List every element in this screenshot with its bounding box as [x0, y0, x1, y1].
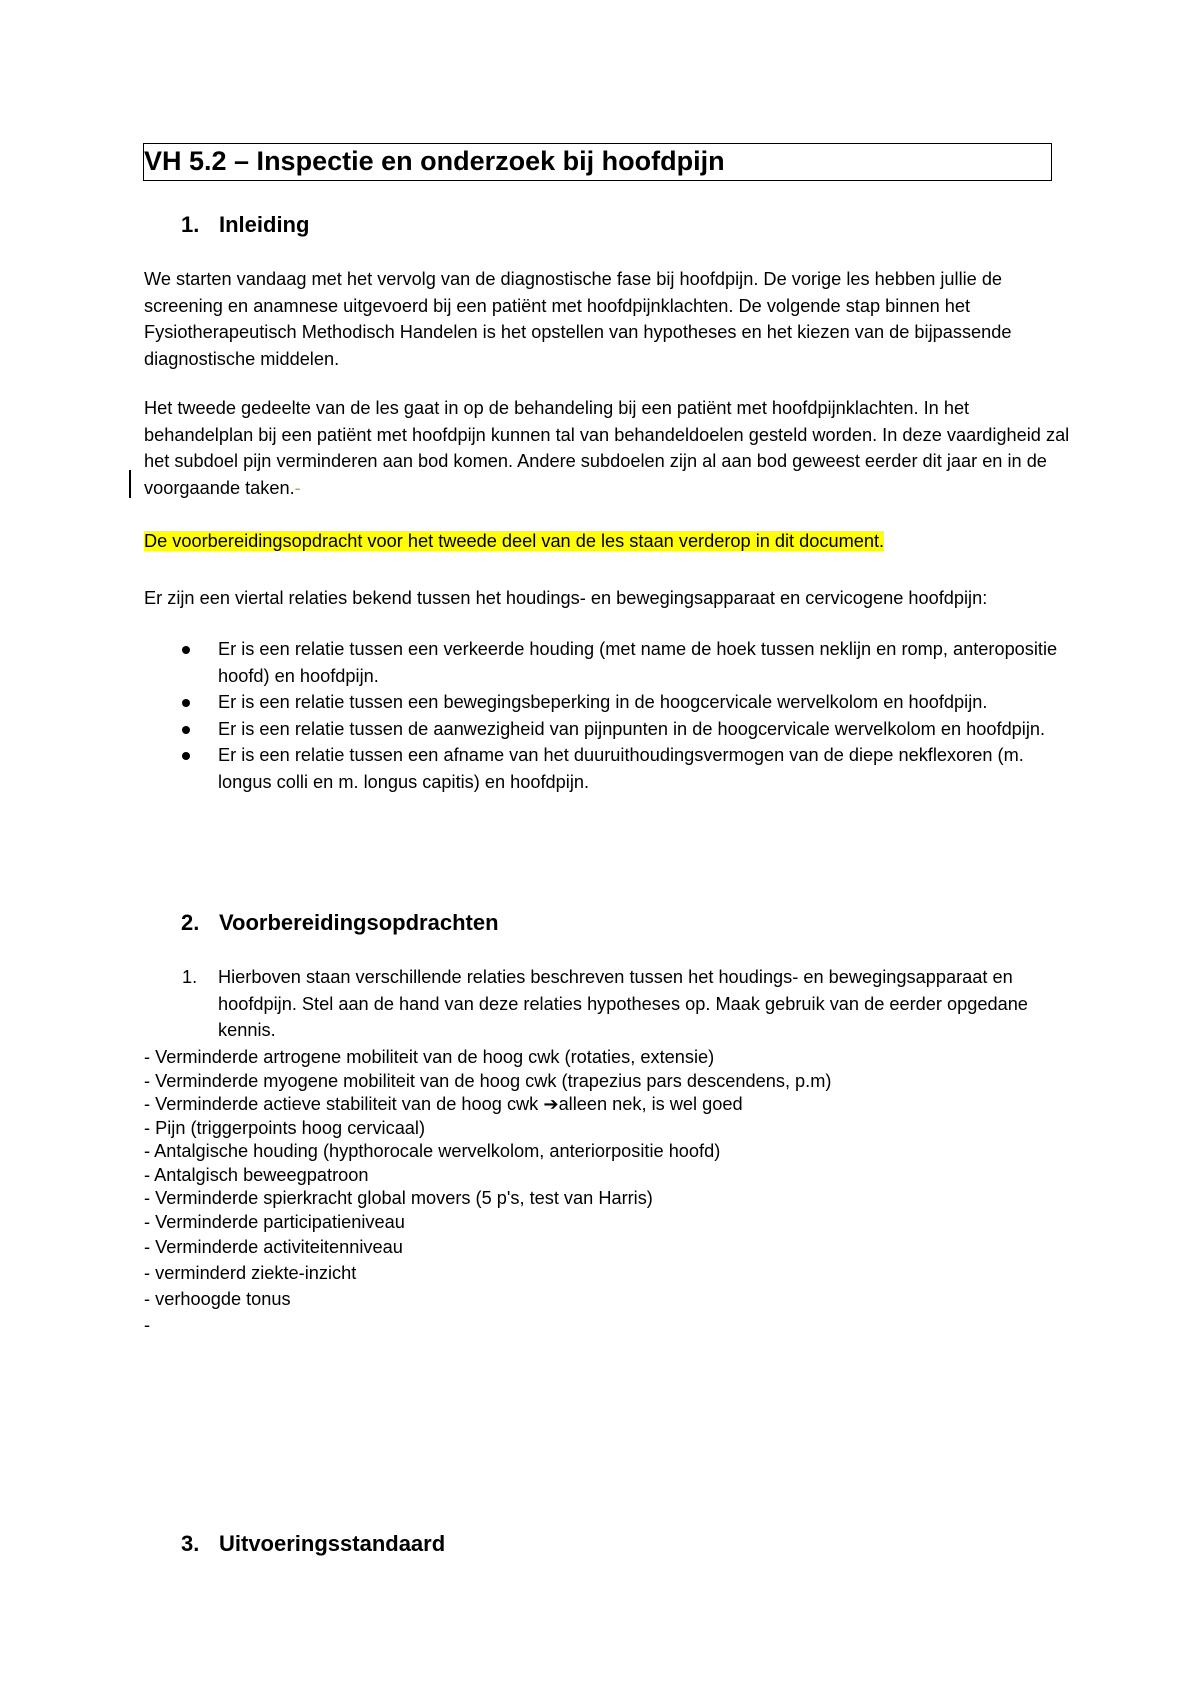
treatment-text: Het tweede gedeelte van de les gaat in op de behandeling bij een patiënt met hoofdpijnklachten. In het behandelplan bij een patiënt met hoofdpijn kunnen tal van behandeldoelen gesteld worden. In deze vaardigheid zal het subdoel pijn verminderen aan bod komen. Andere subdoelen zijn al aan bod geweest eerder dit jaar en in de voorgaande taken.: [144, 398, 1070, 498]
section-heading-voorbereiding: [181, 910, 499, 936]
assignment-list: [144, 964, 1074, 1044]
section-title: Uitvoeringsstandaard: [219, 1531, 446, 1556]
answers-list: [144, 1046, 831, 1338]
answer-line: - verhoogde tonus: [144, 1289, 291, 1309]
section-number: 1.: [181, 212, 200, 237]
list-item: [144, 636, 1074, 689]
answer-line: - verminderd ziekte-inzicht: [144, 1263, 357, 1283]
list-item: [144, 742, 1074, 795]
answer-line: -: [144, 1315, 151, 1335]
answer-line: - Pijn (triggerpoints hoog cervicaal): [144, 1117, 426, 1138]
section-number: 2.: [181, 910, 200, 935]
answer-line: - Verminderde spierkracht global movers (5 p's, test van Harris): [144, 1188, 653, 1208]
intro-paragraph: [144, 266, 1074, 372]
list-item-text: Er is een relatie tussen de aanwezigheid van pijnpunten in de hoogcervicale wervelkolom en hoofdpijn.: [218, 718, 1046, 739]
section-title: Voorbereidingsopdrachten: [219, 910, 499, 935]
list-item: [144, 964, 1074, 1044]
bullet-icon: [182, 726, 190, 734]
bullet-icon: [182, 752, 190, 760]
list-item-text: Er is een relatie tussen een bewegingsbeperking in de hoogcervicale wervelkolom en hoofdpijn.: [218, 692, 988, 712]
change-bar: [129, 470, 131, 498]
bullet-icon: [182, 646, 190, 654]
answer-line: - Verminderde artrogene mobiliteit van de hoog cwk (rotaties, extensie): [144, 1047, 715, 1067]
answer-line: - Verminderde participatieniveau: [144, 1211, 405, 1232]
relations-list: [144, 636, 1074, 795]
list-item-text: Er is een relatie tussen een afname van het duuruithoudingsvermogen van de diepe nekflexoren (m. longus colli en m. longus capitis) en hoofdpijn.: [218, 745, 1024, 792]
list-item-text: Er is een relatie tussen een verkeerde houding (met name de hoek tussen neklijn en romp, anteropositie hoofd) en hoofdpijn.: [218, 639, 1058, 686]
title-box: [143, 143, 1052, 181]
answer-line: - Antalgisch beweegpatroon: [144, 1164, 369, 1185]
highlighted-note: De voorbereidingsopdracht voor het tweede deel van de les staan verderop in dit document.: [144, 531, 885, 551]
answer-line: - Verminderde actieve stabiliteit van de hoog cwk ➔alleen nek, is wel goed: [144, 1094, 743, 1114]
treatment-paragraph: [144, 395, 1074, 501]
answer-line: - Verminderde myogene mobiliteit van de hoog cwk (trapezius pars descendens, p.m): [144, 1070, 832, 1091]
section-title: Inleiding: [219, 212, 310, 237]
relations-intro: [144, 585, 1074, 612]
section-heading-uitvoering: [181, 1531, 445, 1557]
assignment-text: Hierboven staan verschillende relaties beschreven tussen het houdings- en bewegingsapparaat en hoofdpijn. Stel aan de hand van deze relaties hypotheses op. Maak gebruik van de eerder opgedane kennis.: [218, 967, 1028, 1040]
tracked-change-marker: -: [294, 477, 301, 498]
highlight-paragraph: [144, 528, 1074, 555]
intro-text: We starten vandaag met het vervolg van de diagnostische fase bij hoofdpijn. De vorige les hebben jullie de screening en anamnese uitgevoerd bij een patiënt met hoofdpijnklachten. De volgende stap binnen het Fysiotherapeutisch Methodisch Handelen is het opstellen van hypotheses en het kiezen van de bijpassende diagnostische middelen.: [144, 269, 1012, 369]
list-item: [144, 716, 1074, 743]
relations-intro-text: Er zijn een viertal relaties bekend tussen het houdings- en bewegingsapparaat en cervicogene hoofdpijn:: [144, 588, 988, 608]
section-number: 3.: [181, 1531, 200, 1556]
section-heading-inleiding: [181, 212, 309, 238]
bullet-icon: [182, 699, 190, 707]
list-number: 1.: [182, 967, 198, 987]
answer-line: - Antalgische houding (hypthorocale wervelkolom, anteriorpositie hoofd): [144, 1141, 721, 1161]
answer-line: - Verminderde activiteitenniveau: [144, 1237, 403, 1257]
list-item: [144, 689, 1074, 716]
document-title: VH 5.2 – Inspectie en onderzoek bij hoofdpijn: [144, 146, 725, 176]
